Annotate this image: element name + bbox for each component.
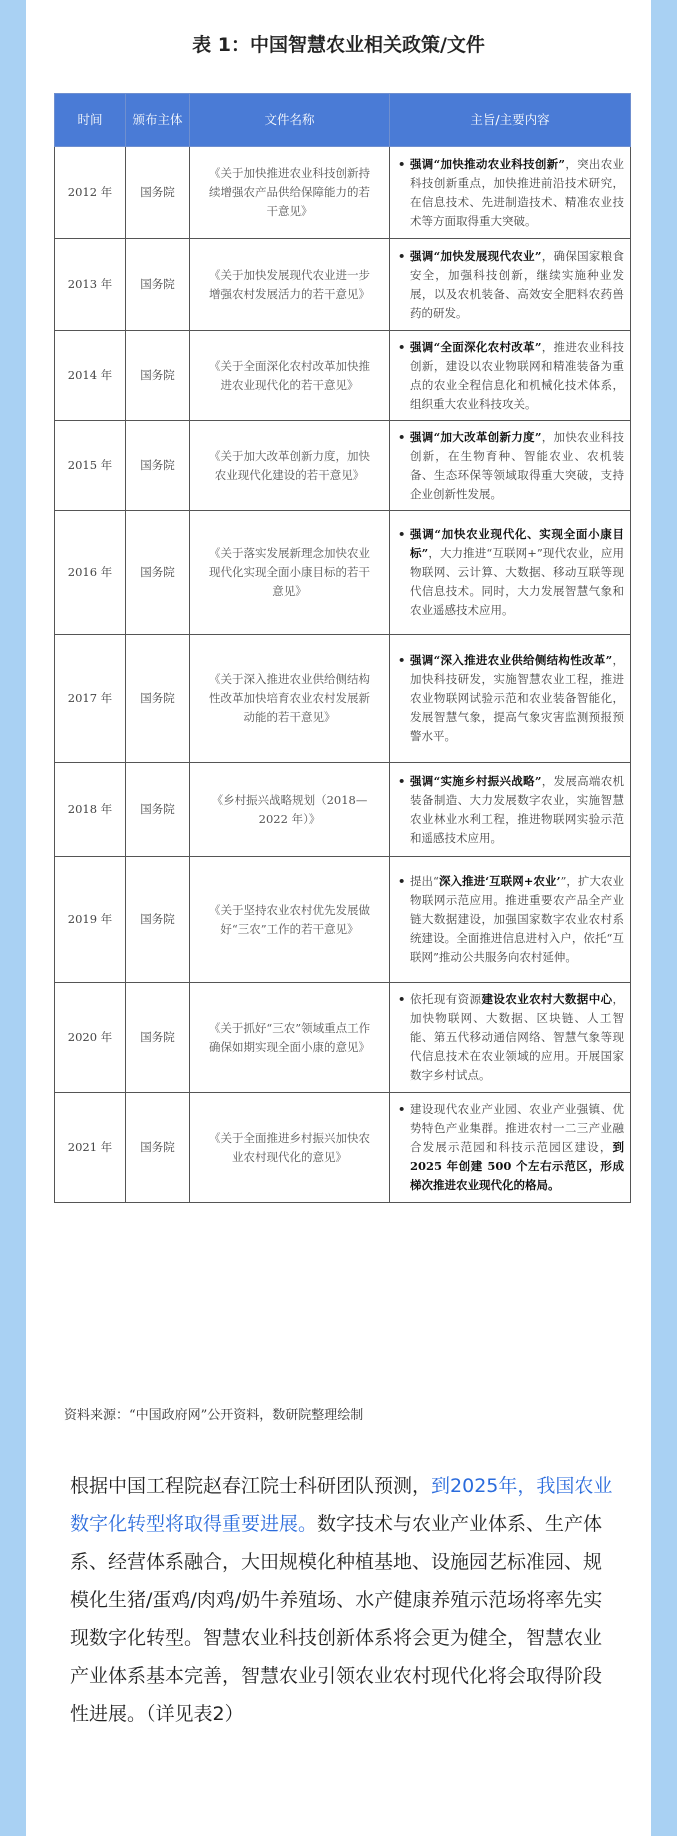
- content-emphasis: 强调“深入推进农业供给侧结构性改革”: [410, 653, 613, 667]
- cell-year: 2018 年: [55, 763, 126, 857]
- bullet-icon: •: [398, 527, 406, 541]
- content-emphasis: 深入推进‘互联网+农业’: [438, 874, 561, 888]
- cell-document-name: 《关于全面深化农村改革加快推进农业现代化的若干意见》: [190, 331, 390, 421]
- bullet-text: [410, 772, 624, 848]
- bullet-item: [398, 1100, 624, 1195]
- bullet-text: [410, 428, 624, 504]
- content-emphasis: 建设农业农村大数据中心: [481, 992, 613, 1006]
- table-row: [55, 239, 631, 331]
- cell-issuer: 国务院: [126, 983, 190, 1093]
- bullet-icon: •: [398, 773, 406, 788]
- bullet-text: [410, 247, 624, 323]
- cell-issuer: 国务院: [126, 511, 190, 635]
- content-rest: ，大力推进“互联网+”现代农业，应用物联网、云计算、大数据、移动互联等现代信息技术。同时，大力发展智慧气象和农业遥感技术应用。: [410, 546, 624, 617]
- cell-issuer: 国务院: [126, 147, 190, 239]
- paragraph-highlight: 到2025年，我国农业数字化转型将取得重要进展。: [70, 1475, 613, 1535]
- bullet-item: [398, 247, 624, 323]
- content-emphasis: 强调“加快推动农业科技创新”: [410, 156, 566, 171]
- bullet-text: [410, 990, 624, 1085]
- cell-document-name: 《关于坚持农业农村优先发展做好“三农”工作的若干意见》: [190, 857, 390, 983]
- content-prefix: 建设现代农业产业园、农业产业强镇、优势特色产业集群。推进农村一二三产业融合发展示范园和科技示范园区建设，: [410, 1102, 624, 1154]
- bullet-item: [398, 428, 624, 504]
- content-rest: ”，扩大农业物联网示范应用。推进重要农产品全产业链大数据建设，加强国家数字农业农村系统建设。全面推进信息进村入户，依托“互联网”推动公共服务向农村延伸。: [410, 874, 624, 964]
- bullet-item: [398, 155, 624, 231]
- cell-year: 2013 年: [55, 239, 126, 331]
- content-prefix: 依托现有资源: [410, 992, 482, 1006]
- bullet-icon: •: [398, 653, 406, 667]
- table-row: [55, 983, 631, 1093]
- cell-year: 2016 年: [55, 511, 126, 635]
- cell-year: 2021 年: [55, 1093, 126, 1203]
- cell-main-content: [390, 635, 631, 763]
- cell-issuer: 国务院: [126, 421, 190, 511]
- source-note: 资料来源：“中国政府网”公开资料，数研院整理绘制: [64, 1408, 364, 1423]
- bullet-icon: •: [398, 1102, 406, 1116]
- cell-document-name: 《关于加快发展现代农业进一步增强农村发展活力的若干意见》: [190, 239, 390, 331]
- paragraph-part-1: 根据中国工程院赵春江院士科研团队预测，: [70, 1475, 432, 1497]
- policy-table: [54, 93, 631, 1203]
- cell-main-content: [390, 239, 631, 331]
- body-paragraph: [70, 1467, 618, 1733]
- cell-main-content: [390, 983, 631, 1093]
- cell-main-content: [390, 331, 631, 421]
- content-rest: ，加快科技研发，实施智慧农业工程，推进农业物联网试验示范和农业装备智能化，发展智慧气象，提高气象灾害监测预报预警水平。: [410, 653, 624, 743]
- table-title: 表 1：中国智慧农业相关政策/文件: [192, 34, 485, 56]
- cell-year: 2017 年: [55, 635, 126, 763]
- cell-year: 2014 年: [55, 331, 126, 421]
- table-body: [55, 147, 631, 1203]
- header-content: 主旨/主要内容: [390, 94, 631, 147]
- content-emphasis: 强调“实施乡村振兴战略”: [410, 773, 542, 788]
- bullet-item: [398, 338, 624, 414]
- cell-main-content: [390, 1093, 631, 1203]
- table-row: [55, 331, 631, 421]
- cell-document-name: 《关于全面推进乡村振兴加快农业农村现代化的意见》: [190, 1093, 390, 1203]
- content-emphasis: 强调“加大改革创新力度”: [410, 429, 542, 444]
- bullet-text: [410, 525, 624, 620]
- cell-issuer: 国务院: [126, 1093, 190, 1203]
- bullet-icon: •: [398, 156, 406, 171]
- bullet-icon: •: [398, 248, 406, 263]
- cell-issuer: 国务院: [126, 331, 190, 421]
- table-header-row: [55, 94, 631, 147]
- content-rest: ，突出农业科技创新重点，加快推进前沿技术研究，在信息技术、先进制造技术、精准农业技术等方面取得重大突破。: [410, 156, 624, 228]
- content-emphasis: 强调“全面深化农村改革”: [410, 339, 542, 354]
- table-row: [55, 1093, 631, 1203]
- cell-document-name: 《关于落实发展新理念加快农业现代化实现全面小康目标的若干意见》: [190, 511, 390, 635]
- content-emphasis: 强调“加快农业现代化、实现全面小康目标”: [410, 527, 624, 560]
- bullet-text: [410, 155, 624, 231]
- table-row: [55, 857, 631, 983]
- content-rest: ，推进农业科技创新，建设以农业物联网和精准装备为重点的农业全程信息化和机械化技术体系，组织重大农业科技攻关。: [410, 339, 625, 411]
- bullet-icon: •: [398, 874, 406, 888]
- cell-year: 2012 年: [55, 147, 126, 239]
- cell-year: 2015 年: [55, 421, 126, 511]
- table-row: [55, 421, 631, 511]
- bullet-text: [410, 338, 624, 414]
- bullet-icon: •: [398, 992, 406, 1006]
- bullet-text: [410, 872, 624, 967]
- content-rest: ，确保国家粮食安全，加强科技创新，继续实施种业发展，以及农机装备、高效安全肥料农药兽药的研发。: [410, 248, 625, 320]
- bullet-text: [410, 651, 624, 746]
- cell-main-content: [390, 147, 631, 239]
- bullet-icon: •: [398, 429, 406, 444]
- content-emphasis: 到 2025 年创建 500 个左右示范区，形成梯次推进农业现代化的格局。: [410, 1140, 624, 1192]
- cell-main-content: [390, 511, 631, 635]
- bullet-icon: •: [398, 339, 406, 354]
- cell-year: 2020 年: [55, 983, 126, 1093]
- cell-issuer: 国务院: [126, 763, 190, 857]
- table-row: [55, 511, 631, 635]
- cell-document-name: 《关于抓好“三农”领域重点工作确保如期实现全面小康的意见》: [190, 983, 390, 1093]
- content-prefix: 提出“: [410, 874, 439, 888]
- content-rest: ，加快物联网、大数据、区块链、人工智能、第五代移动通信网络、智慧气象等现代信息技术在农业领域的应用。开展国家数字乡村试点。: [410, 992, 625, 1082]
- cell-document-name: 《关于深入推进农业供给侧结构性改革加快培育农业农村发展新动能的若干意见》: [190, 635, 390, 763]
- bullet-item: [398, 525, 624, 620]
- header-issuer: 颁布主体: [126, 94, 190, 147]
- cell-issuer: 国务院: [126, 857, 190, 983]
- cell-document-name: 《乡村振兴战略规划（2018—2022 年）》: [190, 763, 390, 857]
- cell-issuer: 国务院: [126, 239, 190, 331]
- cell-year: 2019 年: [55, 857, 126, 983]
- content-rest: ，发展高端农机装备制造、大力发展数字农业，实施智慧农业林业水利工程，推进物联网实验示范和遥感技术应用。: [410, 773, 625, 845]
- cell-document-name: 《关于加快推进农业科技创新持续增强农产品供给保障能力的若干意见》: [190, 147, 390, 239]
- cell-main-content: [390, 421, 631, 511]
- cell-issuer: 国务院: [126, 635, 190, 763]
- table-row: [55, 635, 631, 763]
- bullet-item: [398, 772, 624, 848]
- content-rest: ，加快农业科技创新，在生物育种、智能农业、农机装备、生态环保等领域取得重大突破，支持企业创新性发展。: [410, 429, 625, 501]
- bullet-item: [398, 990, 624, 1085]
- table-row: [55, 147, 631, 239]
- cell-document-name: 《关于加大改革创新力度，加快农业现代化建设的若干意见》: [190, 421, 390, 511]
- cell-main-content: [390, 763, 631, 857]
- paragraph-part-2: 数字技术与农业产业体系、生产体系、经营体系融合，大田规模化种植基地、设施园艺标准园、规模化生猪/蛋鸡/肉鸡/奶牛养殖场、水产健康养殖示范场将率先实现数字化转型。智慧农业科技创新体系将会更为健全，智慧农业产业体系基本完善，智慧农业引领农业农村现代化将会取得阶段性进展。（详见表2）: [70, 1513, 603, 1725]
- cell-main-content: [390, 857, 631, 983]
- bullet-text: [410, 1100, 624, 1195]
- article-page: [26, 0, 651, 1836]
- bullet-item: [398, 651, 624, 746]
- header-name: 文件名称: [190, 94, 390, 147]
- content-emphasis: 强调“加快发展现代农业”: [410, 248, 542, 263]
- table-row: [55, 763, 631, 857]
- bullet-item: [398, 872, 624, 967]
- header-time: 时间: [55, 94, 126, 147]
